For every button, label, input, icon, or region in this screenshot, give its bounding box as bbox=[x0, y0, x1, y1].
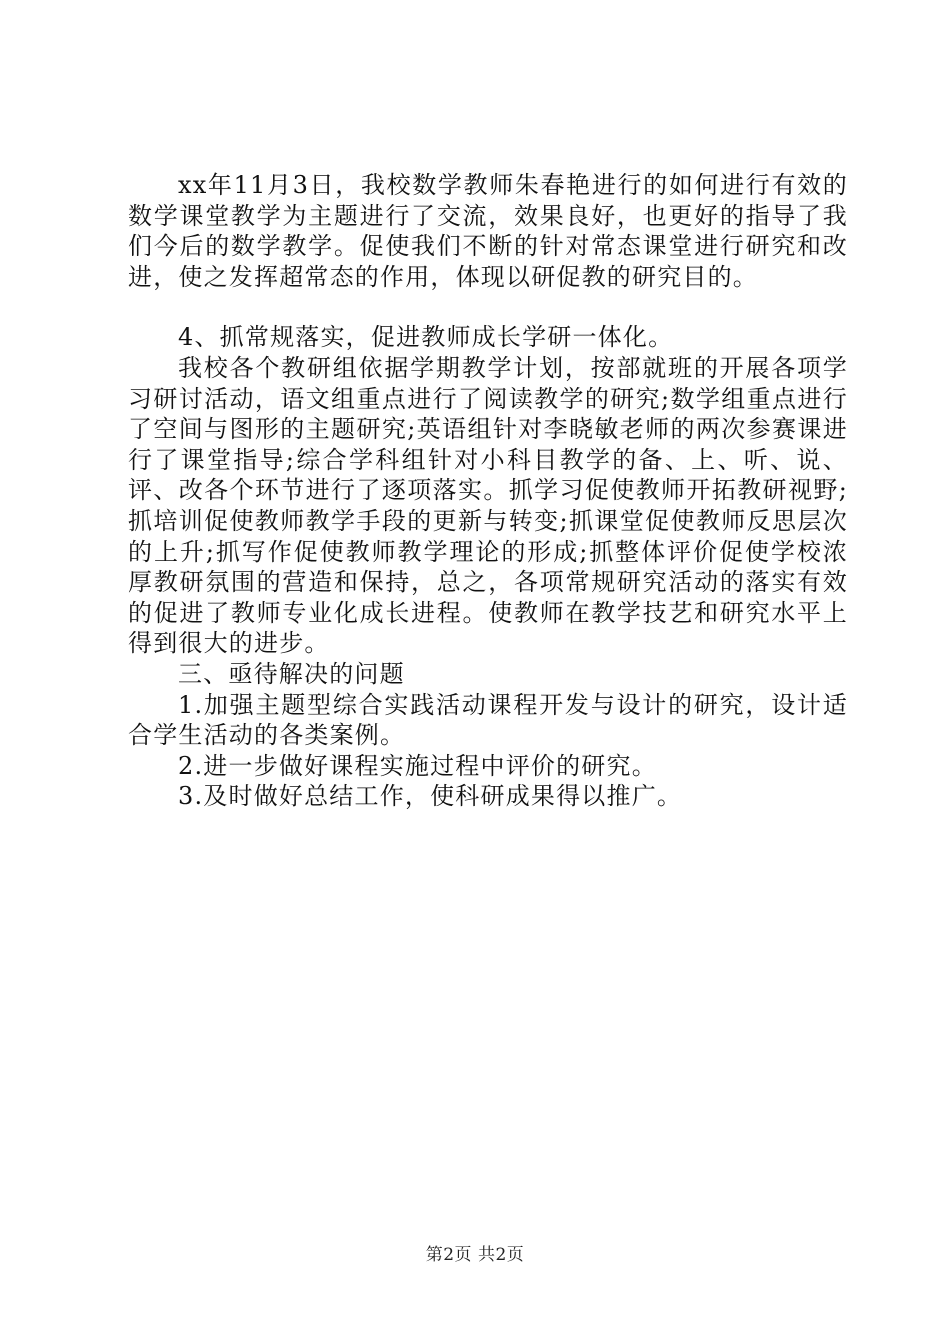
list-item-3: 3.及时做好总结工作，使科研成果得以推广。 bbox=[178, 782, 683, 811]
document-body bbox=[128, 170, 848, 812]
heading-problems-to-solve: 三、亟待解决的问题 bbox=[178, 659, 405, 688]
list-item-1: 1.加强主题型综合实践活动课程开发与设计的研究，设计适合学生活动的各类案例。 bbox=[128, 690, 848, 750]
heading-routine-implementation: 4、抓常规落实，促进教师成长学研一体化。 bbox=[178, 323, 674, 352]
paragraph-research-groups: 我校各个教研组依据学期教学计划，按部就班的开展各项学习研讨活动，语文组重点进行了阅读教学的研究;数学组重点进行了空间与图形的主题研究;英语组针对李晓敏老师的两次参赛课进行了课堂指导;综合学科组针对小科目教学的备、上、听、说、评、改各个环节进行了逐项落实。抓学习促使教师开拓教研视野;抓培训促使教师教学手段的更新与转变;抓课堂促使教师反思层次的上升;抓写作促使教师教学理论的形成;抓整体评价促使学校浓厚教研氛围的营造和保持，总之，各项常规研究活动的落实有效的促进了教师专业化成长进程。使教师在教学技艺和研究水平上得到很大的进步。 bbox=[128, 353, 848, 658]
paragraph-teaching-exchange: xx年11月3日，我校数学教师朱春艳进行的如何进行有效的数学课堂教学为主题进行了交流，效果良好，也更好的指导了我们今后的数学教学。促使我们不断的针对常态课堂进行研究和改进，使之发挥超常态的作用，体现以研促教的研究目的。 bbox=[128, 171, 848, 291]
list-item-2: 2.进一步做好课程实施过程中评价的研究。 bbox=[178, 751, 657, 780]
page-number-footer: 第2页 共2页 bbox=[425, 1245, 525, 1265]
